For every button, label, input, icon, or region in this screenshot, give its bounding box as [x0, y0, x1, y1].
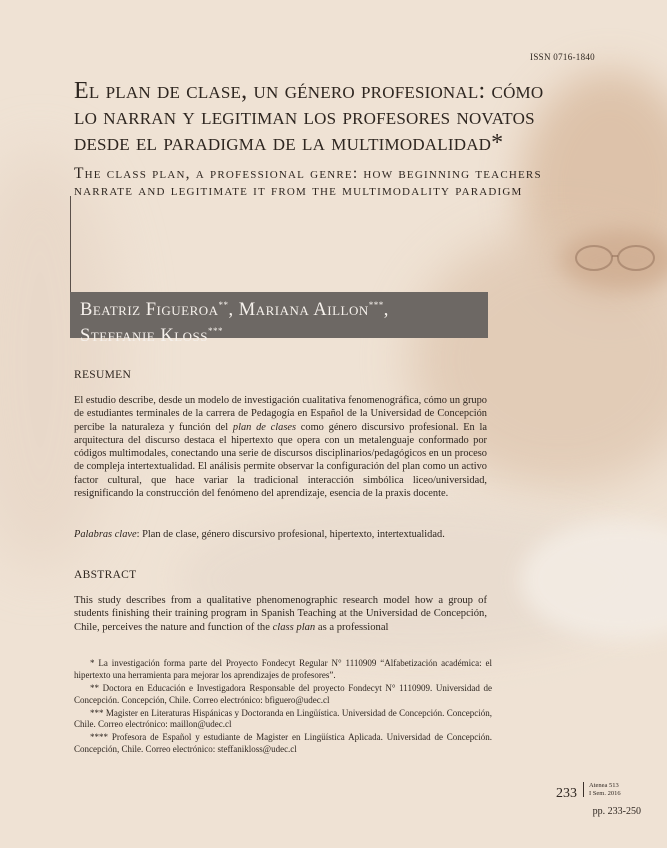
author-3-mark: ***: [208, 326, 223, 337]
title-english: The class plan, a professional genre: how beginning teachers narrate and legitimate it from the multimodality paradigm: [74, 165, 542, 199]
keywords-label: Palabras clave: [74, 529, 137, 540]
author-2: Mariana Aillon: [238, 300, 369, 321]
journal-line-1: Atenea 513: [589, 782, 619, 789]
page-range: pp. 233-250: [592, 806, 641, 817]
page-number: 233: [556, 786, 577, 801]
footnote-4: **** Profesora de Español y estudiante de Magister en Lingüística Aplicada. Universidad de Concepción. Concepción, Chile. Correo electrónico: steffanikloss@udec.cl: [74, 732, 492, 755]
title-spanish: El plan de clase, un género profesional: cómo lo narran y legitiman los profesores novatos desde el paradigma de la multimodalidad*: [74, 78, 544, 156]
resumen-text-part: como género discursivo profesional. En la arquitectura del discurso destaca el hipertexto que opera con un metalenguaje conformado por códigos multimodales, conectando una serie de discursos disciplinarios/pedagógicos en un proceso de compleja intertextualidad. El análisis permite observar la configuración del plan como un activo factor cultural, que hace variar la tradicional interacción simbólica liceo/universidad, resignificando la construcción del fenómeno del aprendizaje, esencia de la praxis docente.: [74, 421, 487, 500]
resumen-heading: RESUMEN: [74, 369, 132, 381]
journal-line-2: I Sem. 2016: [589, 789, 621, 797]
resumen-text: [74, 394, 487, 500]
author-3: Steffanie Kloss: [80, 326, 208, 347]
footnote-1: * La investigación forma parte del Proyecto Fondecyt Regular N° 1110909 “Alfabetización académica: el hipertexto una herramienta para mejorar los aprendizajes de profesores”.: [74, 658, 492, 680]
abstract-heading: ABSTRACT: [74, 569, 137, 581]
authors-box: [70, 292, 488, 347]
footnote-3: *** Magister en Literaturas Hispánicas y Doctoranda en Lingüística. Universidad de Concepción. Concepción, Chile. Correo electrónico: maillon@udec.cl: [74, 707, 492, 730]
keywords-text: : Plan de clase, género discursivo profesional, hipertexto, intertextualidad.: [136, 529, 445, 540]
author-2-mark: ***: [368, 300, 384, 310]
journal-info: [583, 782, 641, 797]
authors-line: [70, 292, 488, 347]
vertical-rule: [70, 196, 71, 292]
keywords: [74, 528, 487, 541]
author-separator: ,: [228, 300, 239, 321]
author-1-mark: **: [218, 300, 229, 310]
author-1: Beatriz Figueroa: [80, 300, 219, 321]
resumen-emphasis: plan de clases: [232, 421, 297, 433]
author-separator: ,: [383, 300, 389, 321]
resumen-text-part: El estudio describe, desde un modelo de investigación cualitativa fenomenográfica, cómo un grupo de estudiantes terminales de la carrera de Pedagogía en Español de la Universidad de Concepción percibe la naturaleza y función del: [74, 395, 487, 433]
abstract-text-part: This study describes from a qualitative phenomenographic research model how a group of students finishing their training program in Spanish Teaching at the Universidad de Concepción, Chile, perceives the nature and function of the: [74, 595, 487, 633]
issn-label: ISSN 0716-1840: [530, 52, 595, 62]
abstract-emphasis: class plan: [272, 621, 316, 633]
abstract-text-part: as a professional: [315, 621, 389, 633]
footnotes: [74, 658, 492, 757]
abstract-text: [74, 594, 487, 634]
footnote-2: ** Doctora en Educación e Investigadora Responsable del proyecto Fondecyt N° 1110909. Universidad de Concepción. Concepción, Chile. Correo electrónico: bfiguero@udec.cl: [74, 682, 492, 705]
title-block: [74, 78, 544, 199]
